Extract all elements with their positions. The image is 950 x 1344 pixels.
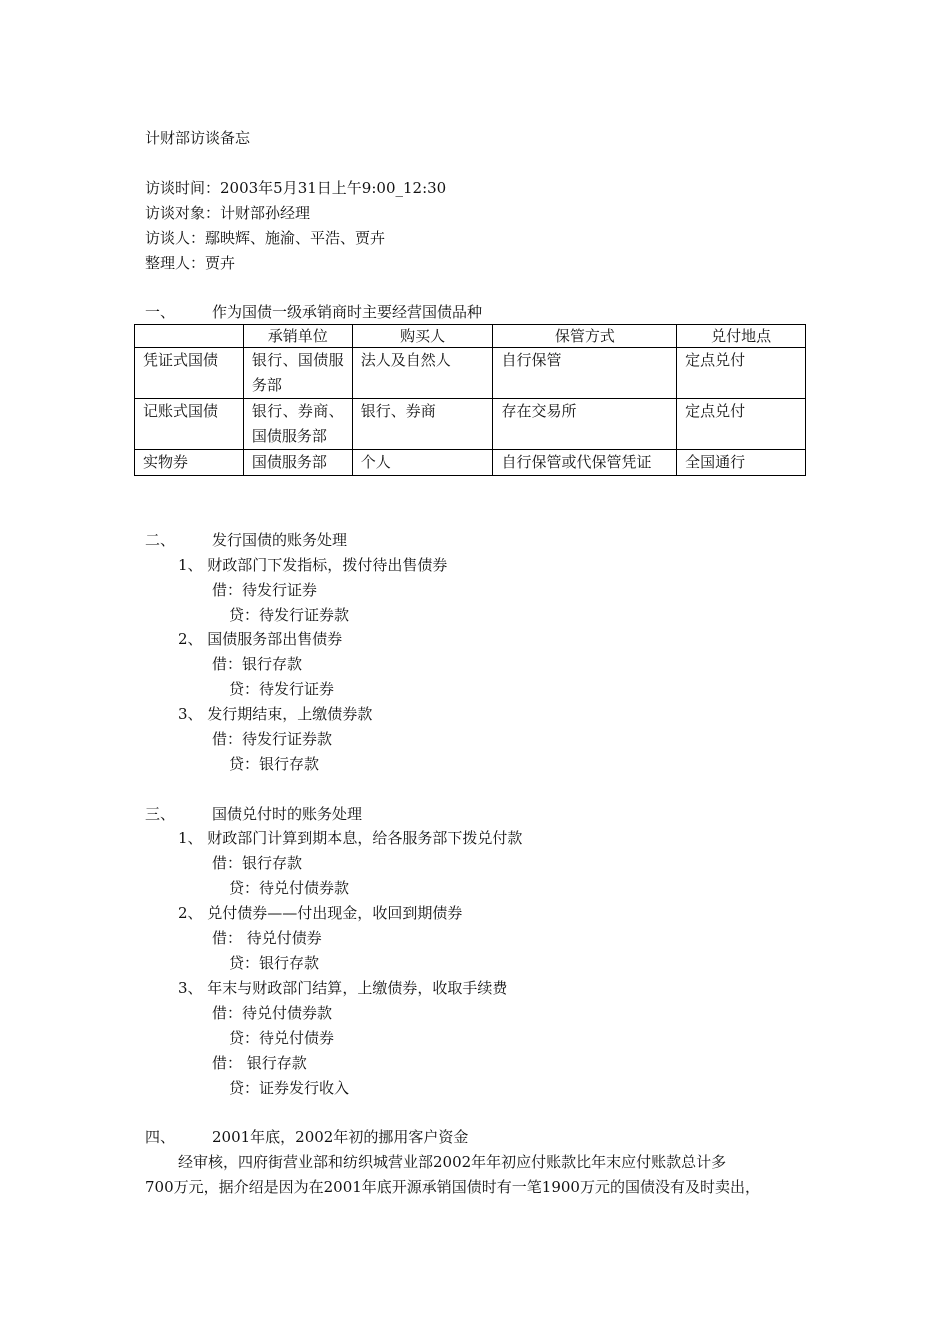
section-2-number: 二、 <box>145 531 176 549</box>
entry-credit: 贷：待兑付债券款 <box>229 879 350 897</box>
paragraph-line: 700万元，据介绍是因为在2001年底开源承销国债时有一笔1900万元的国债没有及时卖出， <box>145 1178 760 1196</box>
entry-debit: 借：银行存款 <box>212 655 303 673</box>
table-cell: 记账式国债 <box>135 399 244 450</box>
table-cell: 自行保管或代保管凭证 <box>493 450 677 476</box>
section-3-heading: 国债兑付时的账务处理 <box>212 805 363 823</box>
entry-credit: 贷：证券发行收入 <box>229 1079 350 1097</box>
table-cell: 存在交易所 <box>493 399 677 450</box>
table-header-cell <box>135 325 244 348</box>
entry-credit: 贷：银行存款 <box>229 755 320 773</box>
table-cell: 银行、券商 <box>352 399 493 450</box>
table-header-cell: 承销单位 <box>243 325 352 348</box>
entry-label: 1、 财政部门计算到期本息，给各服务部下拨兑付款 <box>178 829 523 847</box>
bond-types-table <box>134 324 806 476</box>
table-header-cell: 兑付地点 <box>677 325 806 348</box>
table-cell: 凭证式国债 <box>135 348 244 399</box>
entry-label: 3、 年末与财政部门结算，上缴债券，收取手续费 <box>178 979 508 997</box>
meta-interviewers: 访谈人：鄢映辉、施渝、平浩、贾卉 <box>145 229 386 247</box>
entry-debit: 借：待发行证券 <box>212 581 318 599</box>
meta-interviewee: 访谈对象：计财部孙经理 <box>145 204 311 222</box>
entry-credit: 贷：待发行证券款 <box>229 606 350 624</box>
table-header-cell: 购买人 <box>352 325 493 348</box>
entry-label: 3、 发行期结束，上缴债券款 <box>178 705 373 723</box>
table-header-cell: 保管方式 <box>493 325 677 348</box>
meta-interview-time: 访谈时间：2003年5月31日上午9:00_12:30 <box>145 179 447 197</box>
document-title: 计财部访谈备忘 <box>145 129 251 147</box>
table-cell: 定点兑付 <box>677 348 806 399</box>
entry-debit: 借： 银行存款 <box>212 1054 307 1072</box>
section-1-heading: 作为国债一级承销商时主要经营国债品种 <box>212 303 483 321</box>
table-cell: 银行、国债服务部 <box>243 348 352 399</box>
table-header-row <box>135 325 806 348</box>
paragraph-line: 经审核，四府街营业部和纺织城营业部2002年年初应付账款比年末应付账款总计多 <box>178 1153 727 1171</box>
table-cell: 自行保管 <box>493 348 677 399</box>
entry-label: 2、 国债服务部出售债券 <box>178 630 343 648</box>
section-4-number: 四、 <box>145 1128 176 1146</box>
entry-debit: 借： 待兑付债券 <box>212 929 322 947</box>
table-cell: 定点兑付 <box>677 399 806 450</box>
table-row <box>135 450 806 476</box>
section-2-heading: 发行国债的账务处理 <box>212 531 348 549</box>
entry-debit: 借：待发行证券款 <box>212 730 333 748</box>
section-4-heading: 2001年底，2002年初的挪用客户资金 <box>212 1128 469 1146</box>
table-cell: 银行、券商、国债服务部 <box>243 399 352 450</box>
entry-label: 1、 财政部门下发指标，拨付待出售债券 <box>178 556 448 574</box>
table-row <box>135 399 806 450</box>
entry-debit: 借：银行存款 <box>212 854 303 872</box>
table-cell: 个人 <box>352 450 493 476</box>
entry-debit: 借：待兑付债券款 <box>212 1004 333 1022</box>
table-cell: 国债服务部 <box>243 450 352 476</box>
table-cell: 实物券 <box>135 450 244 476</box>
meta-recorder: 整理人：贾卉 <box>145 254 236 272</box>
entry-credit: 贷：银行存款 <box>229 954 320 972</box>
entry-credit: 贷：待兑付债券 <box>229 1029 335 1047</box>
entry-credit: 贷：待发行证券 <box>229 680 335 698</box>
section-3-number: 三、 <box>145 805 176 823</box>
table-row <box>135 348 806 399</box>
section-1-number: 一、 <box>145 303 176 321</box>
entry-label: 2、 兑付债券——付出现金，收回到期债券 <box>178 904 463 922</box>
table-cell: 全国通行 <box>677 450 806 476</box>
table-cell: 法人及自然人 <box>352 348 493 399</box>
